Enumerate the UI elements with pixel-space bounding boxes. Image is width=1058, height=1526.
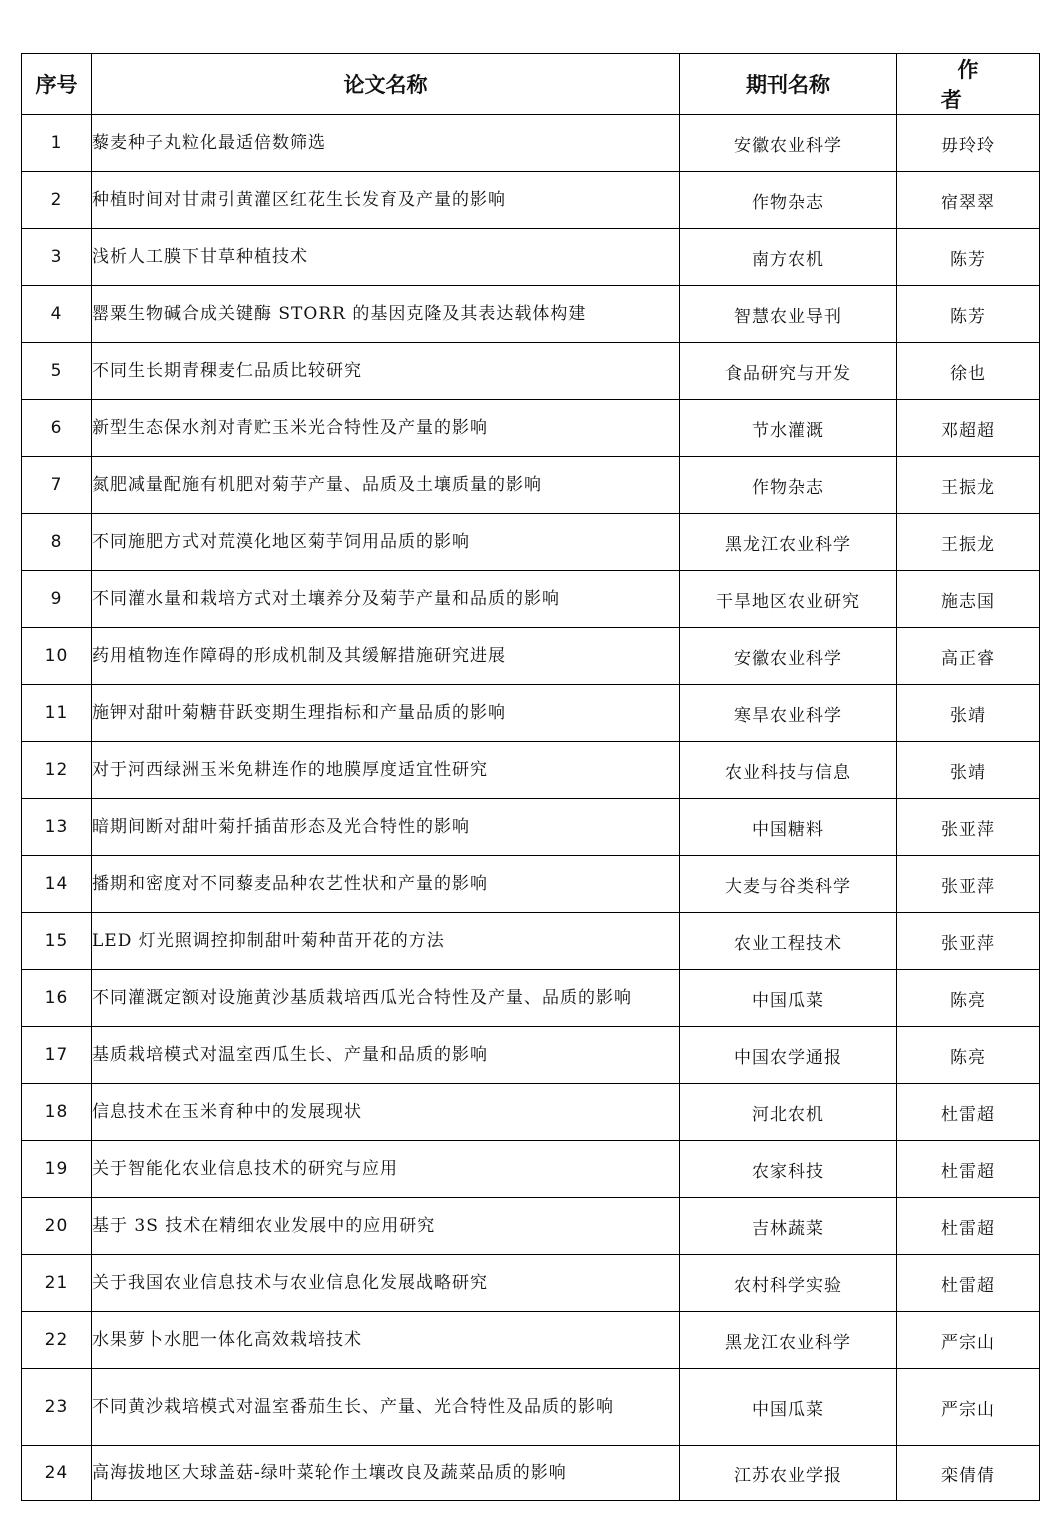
row-number: 11 xyxy=(22,685,92,742)
table-row xyxy=(22,856,1040,913)
row-number: 12 xyxy=(22,742,92,799)
paper-title: 新型生态保水剂对青贮玉米光合特性及产量的影响 xyxy=(92,400,680,457)
row-number: 7 xyxy=(22,457,92,514)
paper-title: 施钾对甜叶菊糖苷跃变期生理指标和产量品质的影响 xyxy=(92,685,680,742)
author-name: 陈芳 xyxy=(897,229,1040,286)
author-name: 严宗山 xyxy=(897,1369,1040,1446)
row-number: 1 xyxy=(22,115,92,172)
author-name: 高正睿 xyxy=(897,628,1040,685)
paper-title: 基于 3S 技术在精细农业发展中的应用研究 xyxy=(92,1198,680,1255)
table-row xyxy=(22,1141,1040,1198)
row-number: 18 xyxy=(22,1084,92,1141)
table-row xyxy=(22,1312,1040,1369)
row-number: 22 xyxy=(22,1312,92,1369)
paper-title: 不同灌溉定额对设施黄沙基质栽培西瓜光合特性及产量、品质的影响 xyxy=(92,970,680,1027)
paper-title: 药用植物连作障碍的形成机制及其缓解措施研究进展 xyxy=(92,628,680,685)
header-no: 序号 xyxy=(22,54,92,115)
row-number: 9 xyxy=(22,571,92,628)
paper-title: 不同黄沙栽培模式对温室番茄生长、产量、光合特性及品质的影响 xyxy=(92,1369,680,1446)
row-number: 20 xyxy=(22,1198,92,1255)
row-number: 15 xyxy=(22,913,92,970)
paper-title: 播期和密度对不同藜麦品种农艺性状和产量的影响 xyxy=(92,856,680,913)
author-name: 张亚萍 xyxy=(897,799,1040,856)
journal-name: 河北农机 xyxy=(680,1084,897,1141)
journal-name: 节水灌溉 xyxy=(680,400,897,457)
table-row xyxy=(22,1369,1040,1446)
journal-name: 作物杂志 xyxy=(680,172,897,229)
table-row xyxy=(22,628,1040,685)
journal-name: 智慧农业导刊 xyxy=(680,286,897,343)
row-number: 19 xyxy=(22,1141,92,1198)
paper-title: 关于智能化农业信息技术的研究与应用 xyxy=(92,1141,680,1198)
table-row xyxy=(22,1446,1040,1501)
author-name: 杜雷超 xyxy=(897,1255,1040,1312)
journal-name: 食品研究与开发 xyxy=(680,343,897,400)
row-number: 4 xyxy=(22,286,92,343)
journal-name: 黑龙江农业科学 xyxy=(680,514,897,571)
header-journal: 期刊名称 xyxy=(680,54,897,115)
author-name: 杜雷超 xyxy=(897,1198,1040,1255)
journal-name: 农业工程技术 xyxy=(680,913,897,970)
author-name: 张亚萍 xyxy=(897,856,1040,913)
paper-title: 基质栽培模式对温室西瓜生长、产量和品质的影响 xyxy=(92,1027,680,1084)
paper-title: 对于河西绿洲玉米免耕连作的地膜厚度适宜性研究 xyxy=(92,742,680,799)
row-number: 2 xyxy=(22,172,92,229)
author-name: 栾倩倩 xyxy=(897,1446,1040,1501)
table-row xyxy=(22,970,1040,1027)
table-row xyxy=(22,115,1040,172)
author-name: 邓超超 xyxy=(897,400,1040,457)
paper-title: LED 灯光照调控抑制甜叶菊种苗开花的方法 xyxy=(92,913,680,970)
journal-name: 农家科技 xyxy=(680,1141,897,1198)
paper-title: 种植时间对甘肃引黄灌区红花生长发育及产量的影响 xyxy=(92,172,680,229)
row-number: 17 xyxy=(22,1027,92,1084)
paper-title: 关于我国农业信息技术与农业信息化发展战略研究 xyxy=(92,1255,680,1312)
table-row xyxy=(22,1027,1040,1084)
journal-name: 江苏农业学报 xyxy=(680,1446,897,1501)
row-number: 8 xyxy=(22,514,92,571)
table-row xyxy=(22,913,1040,970)
table-row xyxy=(22,514,1040,571)
author-name: 陈亮 xyxy=(897,1027,1040,1084)
author-name: 张靖 xyxy=(897,685,1040,742)
paper-title: 不同灌水量和栽培方式对土壤养分及菊芋产量和品质的影响 xyxy=(92,571,680,628)
paper-title: 氮肥减量配施有机肥对菊芋产量、品质及土壤质量的影响 xyxy=(92,457,680,514)
journal-name: 安徽农业科学 xyxy=(680,115,897,172)
table-row xyxy=(22,400,1040,457)
table-row xyxy=(22,571,1040,628)
journal-name: 寒旱农业科学 xyxy=(680,685,897,742)
journal-name: 中国瓜菜 xyxy=(680,1369,897,1446)
table-row xyxy=(22,742,1040,799)
paper-title: 信息技术在玉米育种中的发展现状 xyxy=(92,1084,680,1141)
row-number: 21 xyxy=(22,1255,92,1312)
journal-name: 大麦与谷类科学 xyxy=(680,856,897,913)
paper-title: 暗期间断对甜叶菊扦插苗形态及光合特性的影响 xyxy=(92,799,680,856)
row-number: 10 xyxy=(22,628,92,685)
paper-title: 藜麦种子丸粒化最适倍数筛选 xyxy=(92,115,680,172)
author-name: 王振龙 xyxy=(897,457,1040,514)
row-number: 23 xyxy=(22,1369,92,1446)
paper-title: 高海拔地区大球盖菇-绿叶菜轮作土壤改良及蔬菜品质的影响 xyxy=(92,1446,680,1501)
author-name: 张靖 xyxy=(897,742,1040,799)
table-row xyxy=(22,229,1040,286)
table-row xyxy=(22,457,1040,514)
paper-title: 浅析人工膜下甘草种植技术 xyxy=(92,229,680,286)
journal-name: 安徽农业科学 xyxy=(680,628,897,685)
author-name: 宿翠翠 xyxy=(897,172,1040,229)
author-name: 施志国 xyxy=(897,571,1040,628)
header-row xyxy=(22,54,1040,115)
table-row xyxy=(22,343,1040,400)
journal-name: 农业科技与信息 xyxy=(680,742,897,799)
journal-name: 作物杂志 xyxy=(680,457,897,514)
table-row xyxy=(22,172,1040,229)
journal-name: 黑龙江农业科学 xyxy=(680,1312,897,1369)
paper-title: 罂粟生物碱合成关键酶 STORR 的基因克隆及其表达载体构建 xyxy=(92,286,680,343)
row-number: 3 xyxy=(22,229,92,286)
journal-name: 吉林蔬菜 xyxy=(680,1198,897,1255)
table-row xyxy=(22,1255,1040,1312)
row-number: 6 xyxy=(22,400,92,457)
author-name: 毋玲玲 xyxy=(897,115,1040,172)
author-name: 王振龙 xyxy=(897,514,1040,571)
table-row xyxy=(22,685,1040,742)
author-name: 陈亮 xyxy=(897,970,1040,1027)
header-title: 论文名称 xyxy=(92,54,680,115)
paper-title: 不同施肥方式对荒漠化地区菊芋饲用品质的影响 xyxy=(92,514,680,571)
table-row xyxy=(22,799,1040,856)
row-number: 13 xyxy=(22,799,92,856)
paper-title: 不同生长期青稞麦仁品质比较研究 xyxy=(92,343,680,400)
author-name: 徐也 xyxy=(897,343,1040,400)
papers-table xyxy=(21,53,1040,1501)
row-number: 14 xyxy=(22,856,92,913)
journal-name: 中国糖料 xyxy=(680,799,897,856)
author-name: 杜雷超 xyxy=(897,1084,1040,1141)
author-name: 严宗山 xyxy=(897,1312,1040,1369)
author-name: 杜雷超 xyxy=(897,1141,1040,1198)
journal-name: 中国农学通报 xyxy=(680,1027,897,1084)
journal-name: 农村科学实验 xyxy=(680,1255,897,1312)
table-row xyxy=(22,1084,1040,1141)
journal-name: 中国瓜菜 xyxy=(680,970,897,1027)
row-number: 24 xyxy=(22,1446,92,1501)
journal-name: 南方农机 xyxy=(680,229,897,286)
header-author: 作者 xyxy=(897,54,1040,115)
author-name: 张亚萍 xyxy=(897,913,1040,970)
row-number: 16 xyxy=(22,970,92,1027)
journal-name: 干旱地区农业研究 xyxy=(680,571,897,628)
row-number: 5 xyxy=(22,343,92,400)
table-row xyxy=(22,1198,1040,1255)
paper-title: 水果萝卜水肥一体化高效栽培技术 xyxy=(92,1312,680,1369)
table-row xyxy=(22,286,1040,343)
author-name: 陈芳 xyxy=(897,286,1040,343)
